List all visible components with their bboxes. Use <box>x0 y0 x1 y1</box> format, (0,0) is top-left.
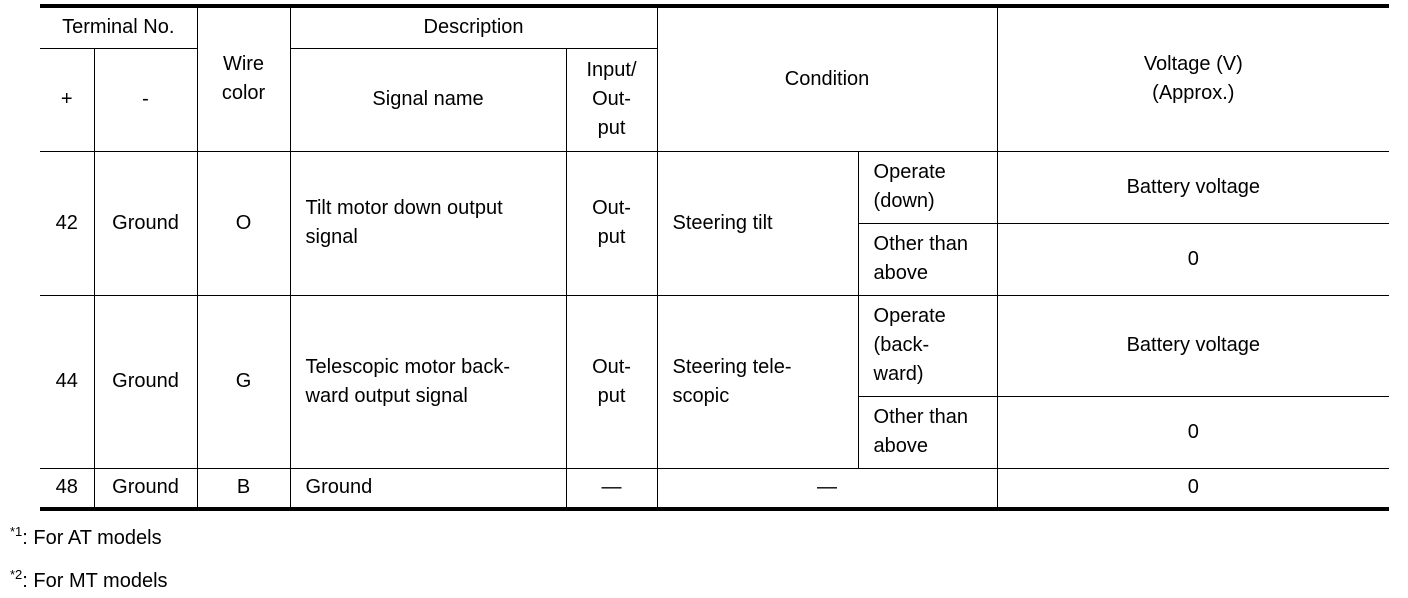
header-voltage <box>997 6 1389 151</box>
condition-state-line1: Operate <box>873 305 946 327</box>
condition-state-line2: (back- <box>873 334 930 356</box>
terminal-spec-table <box>40 4 1389 511</box>
condition <box>657 295 858 468</box>
io-line1: Out- <box>592 355 631 378</box>
header-io-line1: Input/ <box>586 59 637 81</box>
voltage-value: Battery voltage <box>997 295 1389 396</box>
header-wire-color-line2: color <box>221 82 266 105</box>
input-output <box>566 295 657 468</box>
io-line2: put <box>597 384 626 407</box>
terminal-plus: 48 <box>40 468 94 509</box>
table-row <box>40 295 1389 396</box>
input-output <box>566 151 657 295</box>
footnote-text: : For MT models <box>22 570 168 592</box>
header-plus: + <box>40 48 94 151</box>
header-wire-color-line1: Wire <box>222 53 265 76</box>
voltage-value: 0 <box>997 396 1389 468</box>
signal-name: Ground <box>290 468 566 509</box>
header-wire-color <box>197 6 290 151</box>
footnote-text: : For AT models <box>22 527 162 549</box>
header-minus: - <box>94 48 197 151</box>
terminal-plus: 44 <box>40 295 94 468</box>
terminal-plus: 42 <box>40 151 94 295</box>
header-signal-name: Signal name <box>290 48 566 151</box>
condition-state <box>858 151 997 223</box>
table-row <box>40 468 1389 509</box>
io-line1: Out- <box>592 197 631 219</box>
condition-state-line2: above <box>873 435 929 457</box>
table-row <box>40 151 1389 223</box>
wire-color: O <box>197 151 290 295</box>
condition-line2: scopic <box>672 384 730 407</box>
header-input-output <box>566 48 657 151</box>
header-row-1 <box>40 6 1389 48</box>
signal-name-line1: Telescopic motor back- <box>305 355 511 378</box>
signal-name-line1: Tilt motor down output <box>305 197 503 219</box>
terminal-minus: Ground <box>94 468 197 509</box>
wire-color: B <box>197 468 290 509</box>
condition-state-line1: Operate <box>873 161 946 183</box>
condition: Steering tilt <box>657 151 858 295</box>
footnote-mark: *1 <box>10 524 23 539</box>
voltage-value: 0 <box>997 223 1389 295</box>
signal-name <box>290 295 566 468</box>
condition-state <box>858 396 997 468</box>
condition-state-line2: (down) <box>873 190 935 212</box>
signal-name-line2: signal <box>305 226 358 248</box>
io-line2: put <box>597 226 626 248</box>
signal-name <box>290 151 566 295</box>
condition: — <box>657 468 997 509</box>
condition-state-line3: ward) <box>873 363 924 385</box>
terminal-minus: Ground <box>94 295 197 468</box>
footnote-mt-models <box>10 563 168 593</box>
input-output: — <box>566 468 657 509</box>
header-description: Description <box>290 6 657 48</box>
header-io-line3: put <box>597 117 626 139</box>
signal-name-line2: ward output signal <box>305 384 468 407</box>
wire-color: G <box>197 295 290 468</box>
condition-state <box>858 295 997 396</box>
header-terminal-no: Terminal No. <box>40 6 197 48</box>
terminal-minus: Ground <box>94 151 197 295</box>
condition-state <box>858 223 997 295</box>
footnote-at-models <box>10 520 162 550</box>
footnote-mark: *2 <box>10 567 23 582</box>
condition-state-line1: Other than <box>873 233 969 255</box>
voltage-value: Battery voltage <box>997 151 1389 223</box>
voltage-value: 0 <box>997 468 1389 509</box>
condition-state-line1: Other than <box>873 406 969 428</box>
condition-state-line2: above <box>873 262 929 284</box>
condition-line1: Steering tele- <box>672 355 792 378</box>
header-voltage-line1: Voltage (V) <box>1143 53 1243 76</box>
header-condition: Condition <box>657 6 997 151</box>
header-voltage-line2: (Approx.) <box>1152 82 1235 105</box>
header-io-line2: Out- <box>592 88 631 110</box>
